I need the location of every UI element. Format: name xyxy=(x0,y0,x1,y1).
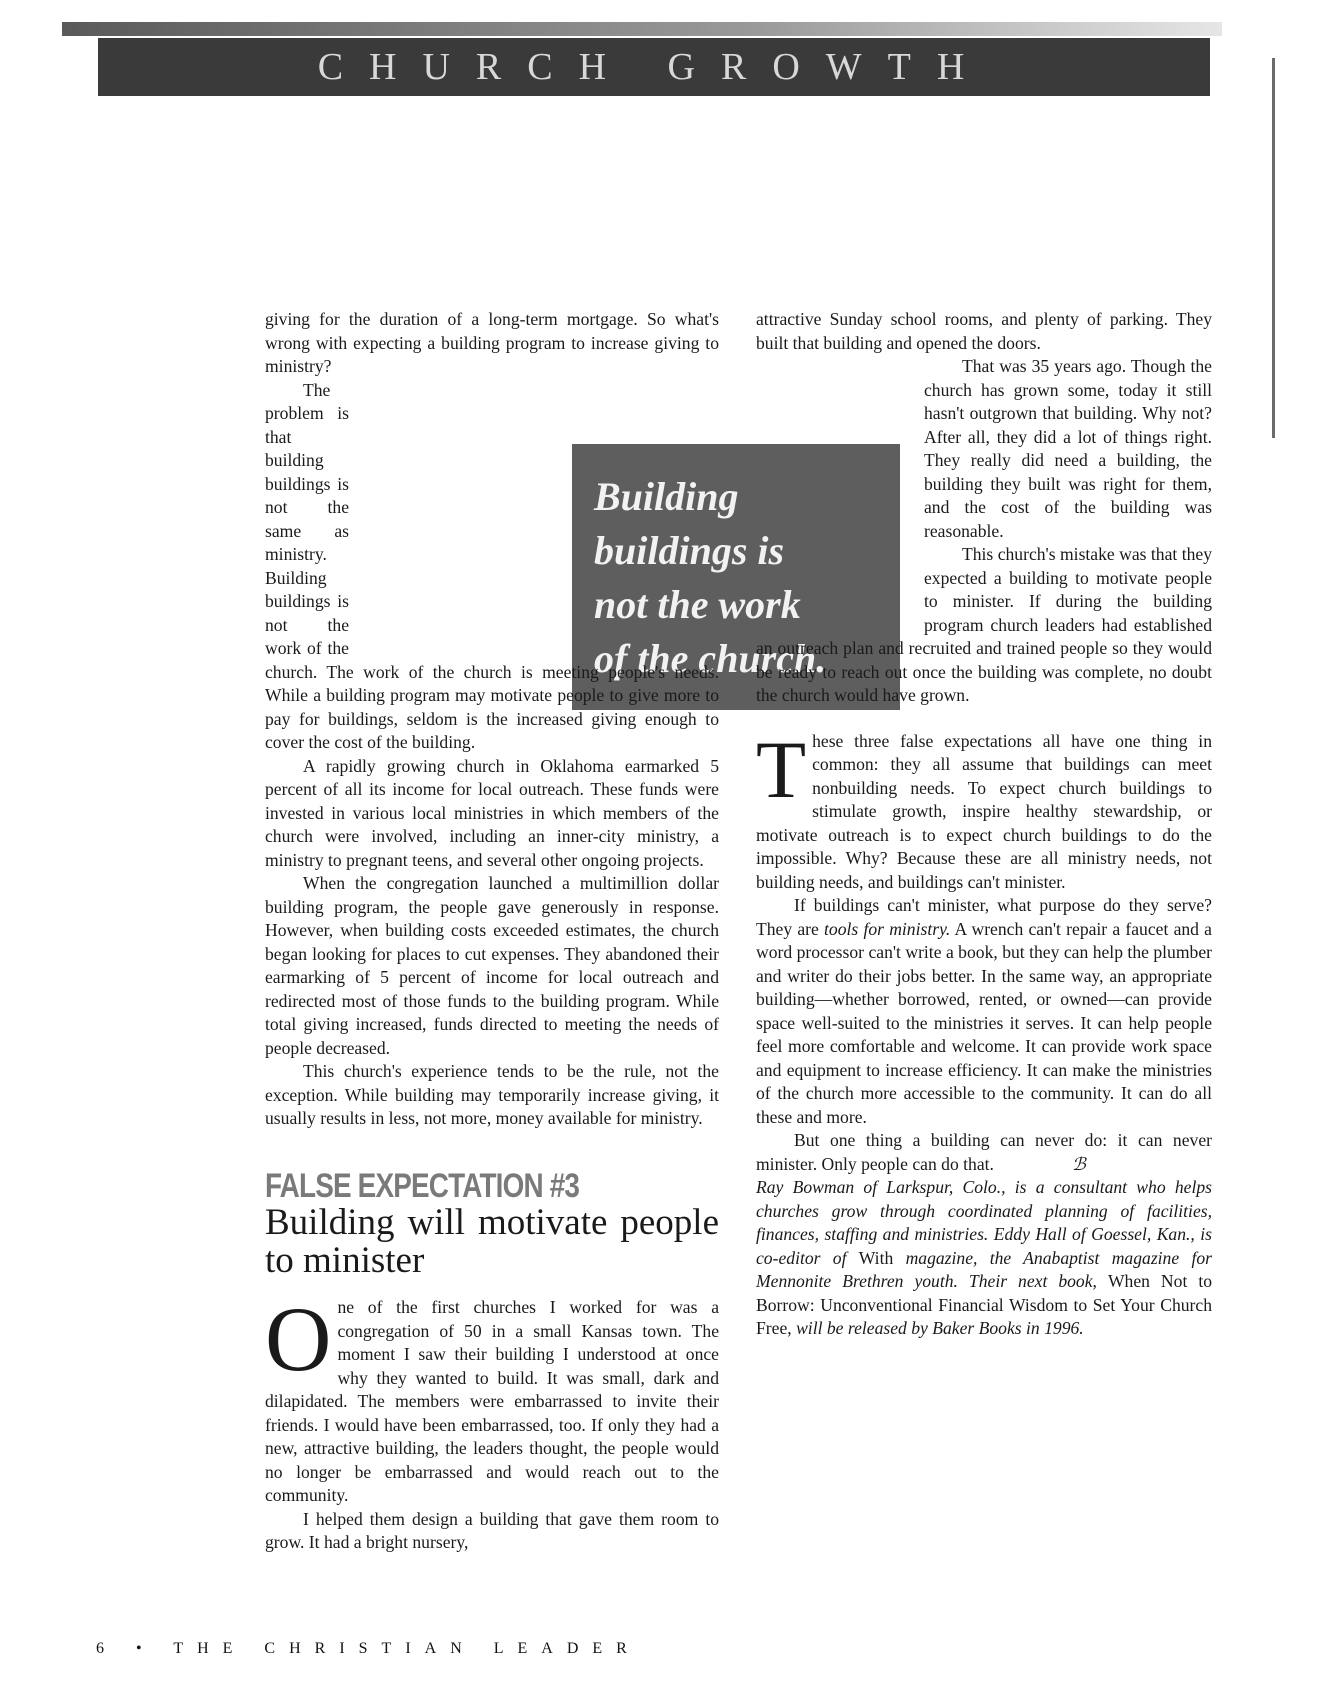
paragraph xyxy=(756,1129,1212,1176)
top-shade-bar xyxy=(62,22,1222,36)
paragraph: giving for the duration of a long-term mortgage. So what's wrong with expecting a building program to increase giving to ministry? xyxy=(265,309,719,376)
paragraph: attractive Sunday school rooms, and plenty of parking. They built that building and opened the doors. xyxy=(756,309,1212,353)
paragraph-text: If buildings can't minister, what purpose do they serve? They are xyxy=(756,895,1212,939)
pull-quote-space xyxy=(359,385,719,653)
paragraph xyxy=(756,894,1212,1129)
paragraph: When the congregation launched a multimillion dollar building program, the people gave generously in response. However, when building costs exceeded estimates, the church began looking for places to cut expenses. They abandoned their earmarking of 5 percent of income for local outreach and redirected most of those funds to the building program. While total giving increased, funds directed to meeting the needs of people decreased. xyxy=(265,873,719,1058)
dropcap-paragraph xyxy=(265,1288,719,1508)
section-heading: FALSE EXPECTATION #3 xyxy=(265,1166,580,1205)
section-title: CHURCH GROWTH xyxy=(317,46,991,88)
pull-quote-line: buildings is xyxy=(594,528,785,573)
paragraph: I helped them design a building that gave them room to grow. It had a bright nursery, xyxy=(265,1508,719,1552)
section-subheading: Building will motivate people to minister xyxy=(265,1202,719,1281)
left-column xyxy=(265,308,719,1555)
pull-quote-line: of the church. xyxy=(594,636,827,681)
bio-text: Ray Bowman of Larkspur, Colo., is a consultant who helps churches grow through coordinated planning of facilities, finances, staffing and ministries. Eddy Hall of Goessel, Kan., is co-editor of xyxy=(756,1177,1212,1268)
paragraph: That was 35 years ago. Though the church has grown some, today it still hasn't outgrown that building. Why not? After all, they did a lot of things right. They really did need a building, the building they built was right for them, and the cost of the building was reasonable. xyxy=(924,356,1212,541)
paragraph-text: But one thing a building can never do: it can never minister. Only people can do that. xyxy=(756,1130,1212,1174)
paragraph: A rapidly growing church in Oklahoma earmarked 5 percent of all its income for local outreach. These funds were invested in various local ministries in which members of the church were involved, including an inner-city ministry, a ministry to pregnant teens, and several other ongoing projects. xyxy=(265,755,719,870)
section-gap xyxy=(756,708,1212,730)
right-column xyxy=(756,308,1212,1341)
pull-quote-line: Building xyxy=(594,474,739,519)
page-footer: 6 • THE CHRISTIAN LEADER xyxy=(96,1640,641,1657)
paragraph-text: hese three false expectations all have one thing in common: they all assume that buildings can meet nonbuilding needs. To expect church buildings to stimulate growth, inspire healthy stewardship, or motivate outreach is to expect church buildings to do the impossible. Why? Because these are all ministry needs, not building needs, and buildings can't minister. xyxy=(756,730,1212,892)
end-mark-icon: ℬ xyxy=(1071,1153,1086,1174)
page-edge-line xyxy=(1272,58,1275,438)
paragraph: The problem is that building buildings is not the same as ministry. Building buildings is not the work of the church. The work of the church is meeting people's needs. While a building program may motivate people to give more to pay for buildings, seldom is the increased giving enough to cover the cost of the building. xyxy=(265,379,719,752)
paragraph: This church's mistake was that they expected a building to motivate people to minister. If during the building program church leaders had established an outreach plan and recruited and trained people so they would be ready to reach out once the building was complete, no doubt the church would have grown. xyxy=(756,544,1212,705)
paragraph-text: ne of the first churches I worked for was a congregation of 50 in a small Kansas town. The moment I saw their building I understood at once why they wanted to build. It was small, dark and dilapidated. The members were embarrassed to invite their friends. I would have been embarrassed, too. If only they had a new, attractive building, the leaders thought, the people would no longer be embarrassed and would reach out to the community. xyxy=(265,1297,719,1505)
author-bio xyxy=(756,1176,1212,1341)
dropcap-paragraph xyxy=(756,723,1212,895)
drop-cap: T xyxy=(756,723,807,815)
paragraph-text: A wrench can't repair a faucet and a word processor can't write a book, but they can help the plumber and writer do their jobs better. In the same way, an appropriate building—whether borrowed, rented, or owned—can provide space well-suited to the ministries it serves. It can help people feel more comfortable and welcome. It can provide work space and equipment to increase efficiency. It can make the ministries of the church more accessible to the community. It can do all these and more. xyxy=(756,918,1212,1127)
emphasis-text: tools for ministry. xyxy=(824,918,951,939)
bio-text: will be released by Baker Books in 1996. xyxy=(791,1318,1084,1338)
book-title: When Not to Borrow: Unconventional Financial Wisdom to Set Your Church Free, xyxy=(756,1271,1213,1338)
drop-cap: O xyxy=(265,1288,332,1390)
pull-quote-space xyxy=(756,361,914,629)
paragraph: This church's experience tends to be the rule, not the exception. While building may temporarily increase giving, it usually results in less, not more, money available for ministry. xyxy=(265,1061,719,1128)
section-banner xyxy=(98,38,1210,96)
magazine-title: With xyxy=(858,1247,894,1268)
bio-text: magazine, the Anabaptist magazine for Mennonite Brethren youth. Their next book, xyxy=(756,1247,1212,1291)
pull-quote-line: not the work xyxy=(594,582,801,627)
